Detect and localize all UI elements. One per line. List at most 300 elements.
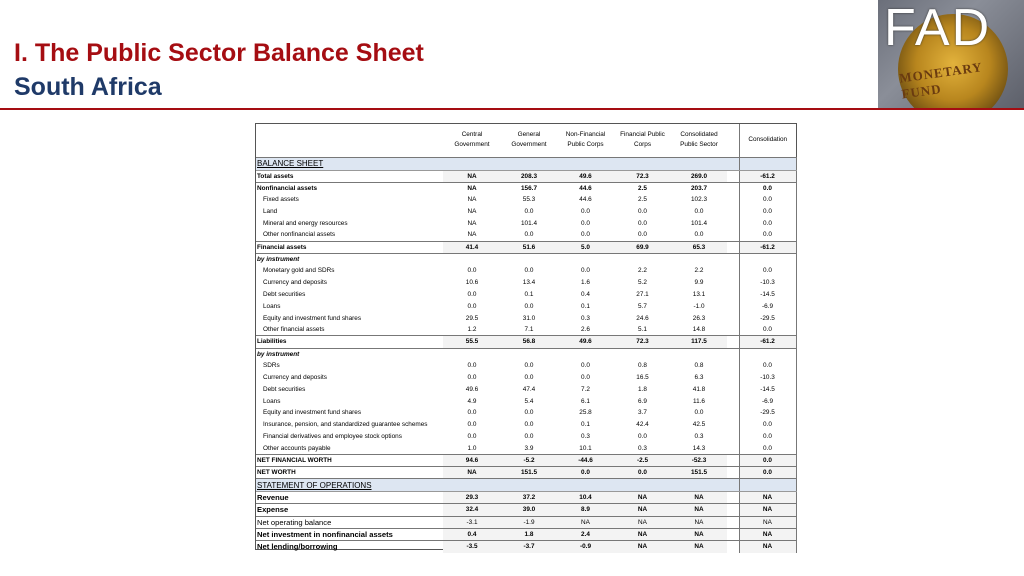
table-cell: 1.0 <box>467 444 477 452</box>
table-cell <box>739 253 796 265</box>
table-row <box>256 528 796 540</box>
fad-logo <box>878 0 1024 108</box>
logo-text: FAD <box>884 0 992 57</box>
table-cell <box>739 348 796 360</box>
table-cell <box>501 253 557 265</box>
table-cell: NA <box>614 492 671 504</box>
table-cell: 42.4 <box>636 421 649 429</box>
table-row <box>256 419 796 431</box>
row-label: Expense <box>256 504 443 516</box>
table-cell: 2.4 <box>557 528 614 540</box>
table-cell: 1.6 <box>581 279 590 287</box>
row-label: Land <box>263 208 278 216</box>
row-label: Currency and deposits <box>263 374 327 382</box>
table-cell: 55.5 <box>443 336 501 348</box>
table-cell: 2.2 <box>638 267 647 275</box>
table-cell: 94.6 <box>443 454 501 466</box>
table-cell: -5.2 <box>501 454 557 466</box>
table-cell: 39.0 <box>501 504 557 516</box>
table-cell: 72.3 <box>614 336 671 348</box>
gap-cell <box>727 277 739 289</box>
gap-cell <box>727 516 739 528</box>
table-cell: -61.2 <box>739 170 796 182</box>
table-cell <box>614 157 671 170</box>
balance-sheet-table-frame <box>255 123 797 550</box>
table-cell: 0.0 <box>581 267 590 275</box>
gap-cell <box>727 157 739 170</box>
table-cell: 0.0 <box>467 433 477 441</box>
table-cell: 0.0 <box>739 443 796 455</box>
table-cell <box>443 348 501 360</box>
table-cell: 0.0 <box>467 362 477 370</box>
gap-cell <box>727 301 739 313</box>
table-cell: 0.0 <box>524 409 534 417</box>
section-row <box>256 157 796 170</box>
table-cell: -52.3 <box>671 454 727 466</box>
table-cell: 0.0 <box>524 433 534 441</box>
table-cell: -1.9 <box>501 516 557 528</box>
row-label: Other financial assets <box>263 326 325 334</box>
table-cell: 2.5 <box>638 184 647 192</box>
table-cell: -3.1 <box>443 516 501 528</box>
table-cell: -6.9 <box>739 301 796 313</box>
table-cell <box>671 157 727 170</box>
table-cell: 1.8 <box>638 385 647 393</box>
table-cell: 0.0 <box>467 302 477 310</box>
row-label: Revenue <box>256 492 443 504</box>
table-cell: -44.6 <box>557 454 614 466</box>
gap-cell <box>727 372 739 384</box>
gap-cell <box>727 541 739 553</box>
table-cell: 31.0 <box>522 314 536 322</box>
table-cell <box>443 157 501 170</box>
table-cell: 10.4 <box>557 492 614 504</box>
row-label: Other nonfinancial assets <box>263 231 336 239</box>
row-label: Liabilities <box>256 336 443 348</box>
row-label: STATEMENT OF OPERATIONS <box>256 479 443 492</box>
row-label: Other accounts payable <box>263 444 331 452</box>
table-cell: 72.3 <box>614 170 671 182</box>
table-cell: -29.5 <box>739 312 796 324</box>
table-cell: 0.8 <box>638 362 647 370</box>
table-row <box>256 360 796 372</box>
table-cell: 49.6 <box>557 336 614 348</box>
table-cell: -29.5 <box>739 407 796 419</box>
table-cell: 0.3 <box>638 444 647 452</box>
gap-cell <box>727 443 739 455</box>
row-label: Nonfinancial assets <box>257 184 318 192</box>
page-title: I. The Public Sector Balance Sheet <box>14 39 424 67</box>
table-row <box>256 516 796 528</box>
table-cell <box>443 253 501 265</box>
table-cell <box>557 253 614 265</box>
table-row <box>256 467 796 479</box>
table-cell: NA <box>614 504 671 516</box>
table-cell <box>501 479 557 492</box>
table-cell: 0.0 <box>557 467 614 479</box>
table-row <box>256 312 796 324</box>
col-header-fin: Financial Public Corps <box>614 124 671 157</box>
table-cell: NA <box>739 492 796 504</box>
table-cell: NA <box>467 231 477 239</box>
table-row <box>256 336 796 348</box>
table-cell: NA <box>467 184 477 192</box>
row-label: Loans <box>263 397 281 405</box>
table-cell <box>501 348 557 360</box>
table-cell: 26.3 <box>692 314 706 322</box>
table-cell: 0.0 <box>739 218 796 230</box>
table-cell: 269.0 <box>671 170 727 182</box>
gap-cell <box>727 395 739 407</box>
table-cell: 2.6 <box>581 326 590 334</box>
table-cell: 0.0 <box>739 467 796 479</box>
table-cell: -61.2 <box>739 241 796 253</box>
gap-cell <box>727 336 739 348</box>
table-cell <box>614 479 671 492</box>
table-cell: NA <box>443 467 501 479</box>
table-cell: 5.1 <box>638 326 647 334</box>
table-cell: NA <box>739 528 796 540</box>
row-label: BALANCE SHEET <box>256 157 443 170</box>
table-cell <box>671 479 727 492</box>
table-cell: 0.0 <box>581 208 590 216</box>
table-row <box>256 277 796 289</box>
table-cell: 14.3 <box>692 444 706 452</box>
table-cell: 101.4 <box>691 219 707 227</box>
table-cell: NA <box>739 504 796 516</box>
table-row <box>256 541 796 553</box>
table-row <box>256 395 796 407</box>
table-cell: 0.0 <box>638 208 647 216</box>
table-cell <box>557 479 614 492</box>
table-cell: 0.0 <box>524 302 534 310</box>
table-cell: NA <box>467 219 477 227</box>
table-cell: NA <box>671 528 727 540</box>
table-cell: 0.0 <box>739 182 796 194</box>
table-cell: -10.3 <box>739 277 796 289</box>
table-cell: 56.8 <box>501 336 557 348</box>
table-cell: 0.0 <box>524 267 534 275</box>
table-cell <box>557 348 614 360</box>
table-cell: 0.0 <box>638 219 647 227</box>
table-cell: 5.2 <box>638 279 647 287</box>
table-cell <box>501 157 557 170</box>
title-block <box>14 38 424 102</box>
row-label: Net investment in nonfinancial assets <box>256 528 443 540</box>
table-cell: 10.1 <box>579 444 592 452</box>
table-cell: 0.0 <box>581 362 590 370</box>
gap-cell <box>727 419 739 431</box>
gap-cell <box>727 360 739 372</box>
table-row <box>256 454 796 466</box>
table-cell: 37.2 <box>501 492 557 504</box>
table-cell: -10.3 <box>739 372 796 384</box>
table-cell: -1.0 <box>693 302 705 310</box>
table-cell: 65.3 <box>671 241 727 253</box>
table-row <box>256 182 796 194</box>
table-cell: 13.1 <box>692 291 706 299</box>
table-cell: 51.6 <box>501 241 557 253</box>
gap-cell <box>727 182 739 194</box>
table-cell: 6.3 <box>694 374 704 382</box>
table-cell: 5.4 <box>524 397 534 405</box>
gap-cell <box>727 479 739 492</box>
row-label: Net operating balance <box>256 516 443 528</box>
table-row <box>256 407 796 419</box>
table-cell: 0.1 <box>524 291 534 299</box>
table-cell: 203.7 <box>691 184 707 192</box>
table-cell: 0.0 <box>467 421 477 429</box>
table-cell: 3.9 <box>524 444 534 452</box>
table-cell: -0.9 <box>557 541 614 553</box>
table-cell: NA <box>467 208 477 216</box>
table-cell: -14.5 <box>739 289 796 301</box>
table-cell: 0.0 <box>524 231 534 239</box>
table-cell: 0.0 <box>467 409 477 417</box>
page-subtitle: South Africa <box>14 73 162 101</box>
table-cell: 41.8 <box>692 385 706 393</box>
table-cell: 4.9 <box>467 397 477 405</box>
table-row <box>256 504 796 516</box>
table-cell: 5.0 <box>557 241 614 253</box>
table-cell: -3.5 <box>443 541 501 553</box>
table-cell <box>614 253 671 265</box>
table-cell: 0.0 <box>694 409 704 417</box>
table-cell: NA <box>443 170 501 182</box>
gap-cell <box>727 528 739 540</box>
gap-cell <box>727 431 739 443</box>
row-label: SDRs <box>263 362 280 370</box>
table-cell: -3.7 <box>501 541 557 553</box>
header-gap <box>727 124 739 157</box>
logo-ring-text: MONETARY FUND <box>898 59 984 102</box>
gap-cell <box>727 206 739 218</box>
row-label: Fixed assets <box>263 196 299 204</box>
table-cell: 0.0 <box>524 208 534 216</box>
table-cell: NA <box>739 541 796 553</box>
table-cell: 6.1 <box>581 397 590 405</box>
table-cell: NA <box>671 492 727 504</box>
table-cell: 0.1 <box>581 421 590 429</box>
row-label: Mineral and energy resources <box>263 219 348 227</box>
col-header-general: General Government <box>501 124 557 157</box>
table-cell: 0.0 <box>467 291 477 299</box>
table-cell: 151.5 <box>501 467 557 479</box>
table-cell: 24.6 <box>636 314 649 322</box>
col-header-consolidated: Consolidated Public Sector <box>671 124 727 157</box>
table-cell: 0.0 <box>739 431 796 443</box>
table-cell: NA <box>467 196 477 204</box>
table-cell: NA <box>614 528 671 540</box>
table-cell: 0.3 <box>694 433 704 441</box>
table-cell: -2.5 <box>614 454 671 466</box>
table-cell: 29.3 <box>443 492 501 504</box>
table-cell: 0.0 <box>638 433 647 441</box>
table-row <box>256 301 796 313</box>
table-cell: 55.3 <box>522 196 536 204</box>
table-row <box>256 229 796 241</box>
row-label: Total assets <box>256 170 443 182</box>
table-cell: 0.0 <box>524 421 534 429</box>
table-cell: 0.0 <box>614 467 671 479</box>
table-cell: 0.0 <box>739 454 796 466</box>
balance-sheet-table <box>256 124 797 553</box>
table-cell: -61.2 <box>739 336 796 348</box>
table-cell: 5.7 <box>638 302 647 310</box>
gap-cell <box>727 170 739 182</box>
table-row <box>256 170 796 182</box>
table-cell: -14.5 <box>739 384 796 396</box>
section-row <box>256 479 796 492</box>
gap-cell <box>727 229 739 241</box>
row-label: Financial assets <box>256 241 443 253</box>
gap-cell <box>727 241 739 253</box>
table-cell <box>614 348 671 360</box>
table-cell: 7.2 <box>581 385 590 393</box>
gap-cell <box>727 253 739 265</box>
gap-cell <box>727 312 739 324</box>
table-cell: 0.3 <box>581 433 590 441</box>
row-label: Currency and deposits <box>263 279 327 287</box>
row-label: Net lending/borrowing <box>256 541 443 553</box>
table-row <box>256 218 796 230</box>
table-cell: 29.5 <box>465 314 479 322</box>
table-cell: 14.8 <box>692 326 706 334</box>
row-label: Debt securities <box>263 291 306 299</box>
row-label: Equity and investment fund shares <box>263 314 362 322</box>
table-cell: 8.9 <box>557 504 614 516</box>
gap-cell <box>727 504 739 516</box>
table-cell: 101.4 <box>521 219 537 227</box>
table-cell: 7.1 <box>524 326 534 334</box>
table-cell <box>739 479 796 492</box>
table-cell: 0.0 <box>739 324 796 336</box>
header-blank <box>256 124 443 157</box>
table-cell: 6.9 <box>638 397 647 405</box>
table-cell: 49.6 <box>557 170 614 182</box>
table-cell: 47.4 <box>522 385 536 393</box>
gap-cell <box>727 289 739 301</box>
table-cell: NA <box>671 504 727 516</box>
col-header-central: Central Government <box>443 124 501 157</box>
table-cell: 0.0 <box>694 208 704 216</box>
table-row <box>256 194 796 206</box>
table-cell: 102.3 <box>691 196 707 204</box>
table-cell: 0.0 <box>581 374 590 382</box>
gap-cell <box>727 265 739 277</box>
table-cell: 0.4 <box>581 291 590 299</box>
table-cell: 0.8 <box>694 362 704 370</box>
table-cell: NA <box>614 516 671 528</box>
table-cell: 0.0 <box>739 360 796 372</box>
table-cell: 0.0 <box>739 265 796 277</box>
table-cell: 69.9 <box>614 241 671 253</box>
table-cell: NA <box>557 516 614 528</box>
table-cell: 0.4 <box>443 528 501 540</box>
table-cell: 27.1 <box>636 291 649 299</box>
table-cell: 13.4 <box>522 279 536 287</box>
row-label: Financial derivatives and employee stock options <box>263 433 402 441</box>
table-cell: 44.6 <box>579 184 592 192</box>
table-cell: 151.5 <box>671 467 727 479</box>
table-cell: 1.2 <box>467 326 477 334</box>
col-header-consolidation: Consolidation <box>739 124 796 157</box>
table-cell: 117.5 <box>671 336 727 348</box>
table-row <box>256 348 796 360</box>
row-label: by instrument <box>257 350 300 358</box>
table-cell: 0.0 <box>467 267 477 275</box>
table-cell: 0.0 <box>638 231 647 239</box>
table-cell: NA <box>739 516 796 528</box>
table-row <box>256 443 796 455</box>
table-cell: 2.5 <box>638 196 647 204</box>
gap-cell <box>727 492 739 504</box>
row-label: NET FINANCIAL WORTH <box>256 454 443 466</box>
col-header-nonfin: Non-Financial Public Corps <box>557 124 614 157</box>
table-row <box>256 206 796 218</box>
table-cell: 49.6 <box>465 385 479 393</box>
table-cell: NA <box>614 541 671 553</box>
table-cell: 0.0 <box>739 206 796 218</box>
table-cell <box>443 479 501 492</box>
title-divider <box>0 108 1024 110</box>
table-cell: -6.9 <box>739 395 796 407</box>
table-cell: NA <box>671 516 727 528</box>
table-cell: 44.6 <box>579 196 592 204</box>
table-cell: 0.0 <box>467 374 477 382</box>
table-cell: 1.8 <box>501 528 557 540</box>
table-cell: 25.8 <box>579 409 592 417</box>
table-row <box>256 372 796 384</box>
gap-cell <box>727 194 739 206</box>
table-cell: NA <box>671 541 727 553</box>
table-cell: 0.0 <box>581 231 590 239</box>
row-label: Loans <box>263 302 281 310</box>
table-cell: 0.1 <box>581 302 590 310</box>
table-row <box>256 431 796 443</box>
table-cell: 41.4 <box>443 241 501 253</box>
table-cell: 32.4 <box>443 504 501 516</box>
table-row <box>256 324 796 336</box>
table-cell: 42.5 <box>692 421 706 429</box>
table-row <box>256 384 796 396</box>
table-cell: 9.9 <box>694 279 704 287</box>
table-cell: 208.3 <box>501 170 557 182</box>
table-row <box>256 265 796 277</box>
table-row <box>256 289 796 301</box>
table-cell <box>671 348 727 360</box>
row-label: by instrument <box>257 255 300 263</box>
table-cell: 0.0 <box>739 229 796 241</box>
table-cell: 0.0 <box>694 231 704 239</box>
gap-cell <box>727 348 739 360</box>
table-cell: 156.7 <box>521 184 537 192</box>
table-cell: 0.0 <box>739 419 796 431</box>
table-row <box>256 253 796 265</box>
gap-cell <box>727 454 739 466</box>
gap-cell <box>727 218 739 230</box>
table-cell <box>739 157 796 170</box>
table-cell: 0.0 <box>524 362 534 370</box>
gap-cell <box>727 407 739 419</box>
table-cell: 0.3 <box>581 314 590 322</box>
table-cell: 11.6 <box>693 397 705 405</box>
row-label: Insurance, pension, and standardized guarantee schemes <box>263 421 428 429</box>
gap-cell <box>727 467 739 479</box>
row-label: Equity and investment fund shares <box>263 409 362 417</box>
table-cell <box>557 157 614 170</box>
table-cell: 10.6 <box>465 279 479 287</box>
